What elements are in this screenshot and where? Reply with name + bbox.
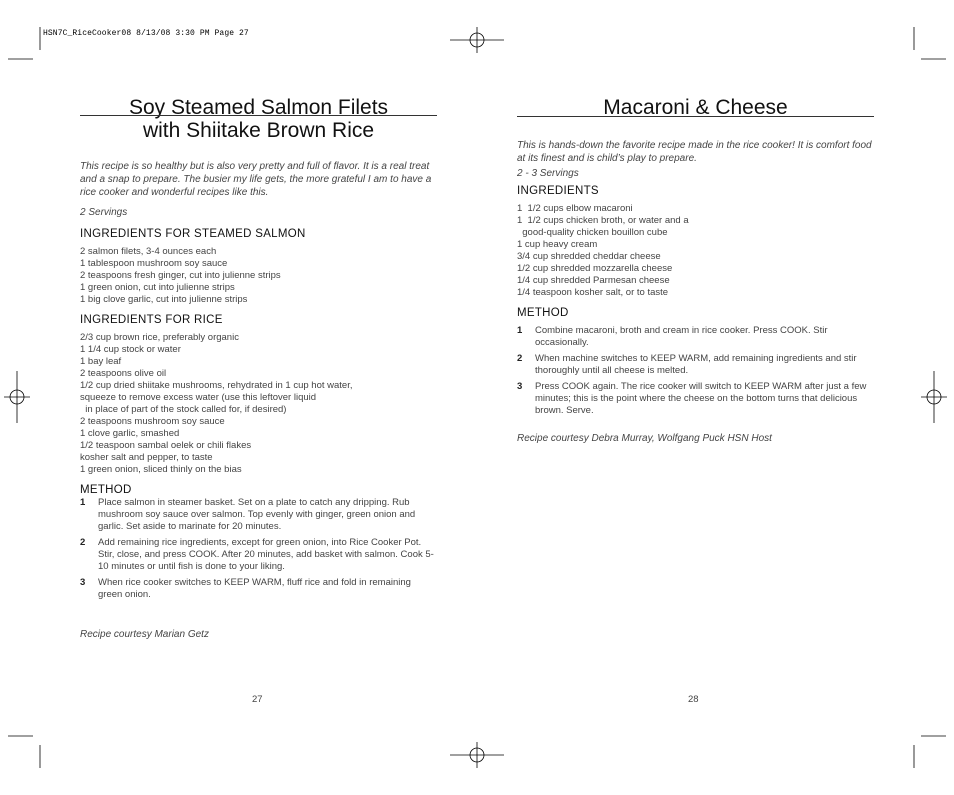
salmon-ingredients-heading: INGREDIENTS FOR STEAMED SALMON xyxy=(80,228,306,240)
ingredient-item: 1/2 cup shredded mozzarella cheese xyxy=(517,263,673,274)
ingredient-item: 1/4 cup shredded Parmesan cheese xyxy=(517,275,670,286)
method-step xyxy=(517,381,874,417)
step-text: When machine switches to KEEP WARM, add remaining ingredients and stir thoroughly until all cheese is melted. xyxy=(535,353,857,376)
method-heading: METHOD xyxy=(517,307,569,319)
ingredient-item: kosher salt and pepper, to taste xyxy=(80,452,213,463)
title-rule xyxy=(80,115,437,116)
step-text: Add remaining rice ingredients, except for green onion, into Rice Cooker Pot. Stir, close, and press COOK. After 20 minutes, add basket with salmon. Cook 5-10 minutes or until fish is done to your liking. xyxy=(98,537,434,572)
ingredient-item: 1 big clove garlic, cut into julienne strips xyxy=(80,294,248,305)
step-text: Combine macaroni, broth and cream in rice cooker. Press COOK. Stir occasionally. xyxy=(535,325,828,348)
ingredient-item: 1/2 cup dried shiitake mushrooms, rehydrated in 1 cup hot water, xyxy=(80,380,353,391)
step-text: Press COOK again. The rice cooker will switch to KEEP WARM after just a few minutes; this is the point where the cheese on the bottom turns that delicious brown. Serve. xyxy=(535,381,867,416)
step-number: 3 xyxy=(517,381,523,392)
step-number: 3 xyxy=(80,577,86,588)
ingredient-item: good-quality chicken bouillon cube xyxy=(517,227,668,238)
method-steps xyxy=(80,497,437,605)
page-number: 27 xyxy=(252,694,263,705)
ingredient-item: in place of part of the stock called for, if desired) xyxy=(80,404,287,415)
registration-mark-bottom xyxy=(450,742,504,768)
recipe-credit: Recipe courtesy Marian Getz xyxy=(80,629,209,640)
method-step xyxy=(517,325,874,349)
ingredient-item: 3/4 cup shredded cheddar cheese xyxy=(517,251,661,262)
step-number: 2 xyxy=(517,353,523,364)
page-number: 28 xyxy=(688,694,699,705)
step-number: 2 xyxy=(80,537,86,548)
ingredients-list xyxy=(517,203,689,299)
title-line-1: Soy Steamed Salmon Filets xyxy=(128,96,389,119)
ingredient-item: 1 green onion, sliced thinly on the bias xyxy=(80,464,242,475)
ingredient-item: 1 1/4 cup stock or water xyxy=(80,344,181,355)
method-step xyxy=(80,577,437,601)
salmon-ingredients-list xyxy=(80,246,281,306)
ingredient-item: 2 teaspoons fresh ginger, cut into julienne strips xyxy=(80,270,281,281)
ingredient-item: 2 teaspoons mushroom soy sauce xyxy=(80,416,225,427)
ingredient-item: 1/2 teaspoon sambal oelek or chili flakes xyxy=(80,440,252,451)
ingredient-item: 1/4 teaspoon kosher salt, or to taste xyxy=(517,287,669,298)
rice-ingredients-heading: INGREDIENTS FOR RICE xyxy=(80,314,223,326)
rice-ingredients-list xyxy=(80,332,352,476)
ingredient-item: 1 1/2 cups chicken broth, or water and a xyxy=(517,215,689,226)
step-number: 1 xyxy=(517,325,523,336)
method-step xyxy=(80,497,437,533)
recipe-title xyxy=(80,96,437,142)
recipe-intro: This is hands-down the favorite recipe made in the rice cooker! It is comfort food at its finest and is child’s play to prepare. xyxy=(517,140,872,164)
step-text: Place salmon in steamer basket. Set on a plate to catch any dripping. Rub mushroom soy sauce over salmon. Top evenly with ginger, green onion and garlic. Set aside to marinate for 20 minutes. xyxy=(98,497,416,532)
step-number: 1 xyxy=(80,497,86,508)
registration-mark-right xyxy=(921,371,947,423)
ingredient-item: 1 1/2 cups elbow macaroni xyxy=(517,203,633,214)
method-steps xyxy=(517,325,874,421)
recipe-title: Macaroni & Cheese xyxy=(603,96,788,119)
title-rule xyxy=(517,116,874,117)
registration-mark-top xyxy=(450,27,504,53)
servings: 2 Servings xyxy=(80,207,128,218)
print-slug: HSN7C_RiceCooker08 8/13/08 3:30 PM Page 27 xyxy=(43,29,249,38)
servings: 2 - 3 Servings xyxy=(517,168,579,179)
ingredient-item: squeeze to remove excess water (use this leftover liquid xyxy=(80,392,317,403)
ingredient-item: 1 cup heavy cream xyxy=(517,239,598,250)
method-step xyxy=(80,537,437,573)
ingredients-heading: INGREDIENTS xyxy=(517,185,599,197)
step-text: When rice cooker switches to KEEP WARM, fluff rice and fold in remaining green onion. xyxy=(98,577,411,600)
ingredient-item: 1 green onion, cut into julienne strips xyxy=(80,282,235,293)
registration-mark-left xyxy=(4,371,30,423)
ingredient-item: 1 clove garlic, smashed xyxy=(80,428,180,439)
recipe-credit: Recipe courtesy Debra Murray, Wolfgang Puck HSN Host xyxy=(517,433,772,444)
method-heading: METHOD xyxy=(80,484,132,496)
ingredient-item: 2/3 cup brown rice, preferably organic xyxy=(80,332,239,343)
ingredient-item: 1 tablespoon mushroom soy sauce xyxy=(80,258,228,269)
ingredient-item: 1 bay leaf xyxy=(80,356,122,367)
ingredient-item: 2 salmon filets, 3-4 ounces each xyxy=(80,246,217,257)
ingredient-item: 2 teaspoons olive oil xyxy=(80,368,167,379)
method-step xyxy=(517,353,874,377)
recipe-intro: This recipe is so healthy but is also very pretty and full of flavor. It is a real treat and a snap to prepare. The busier my life gets, the more grateful I am to have a rice cooker and wonderful recipes like this. xyxy=(80,161,432,198)
title-line-2: with Shiitake Brown Rice xyxy=(142,119,375,142)
